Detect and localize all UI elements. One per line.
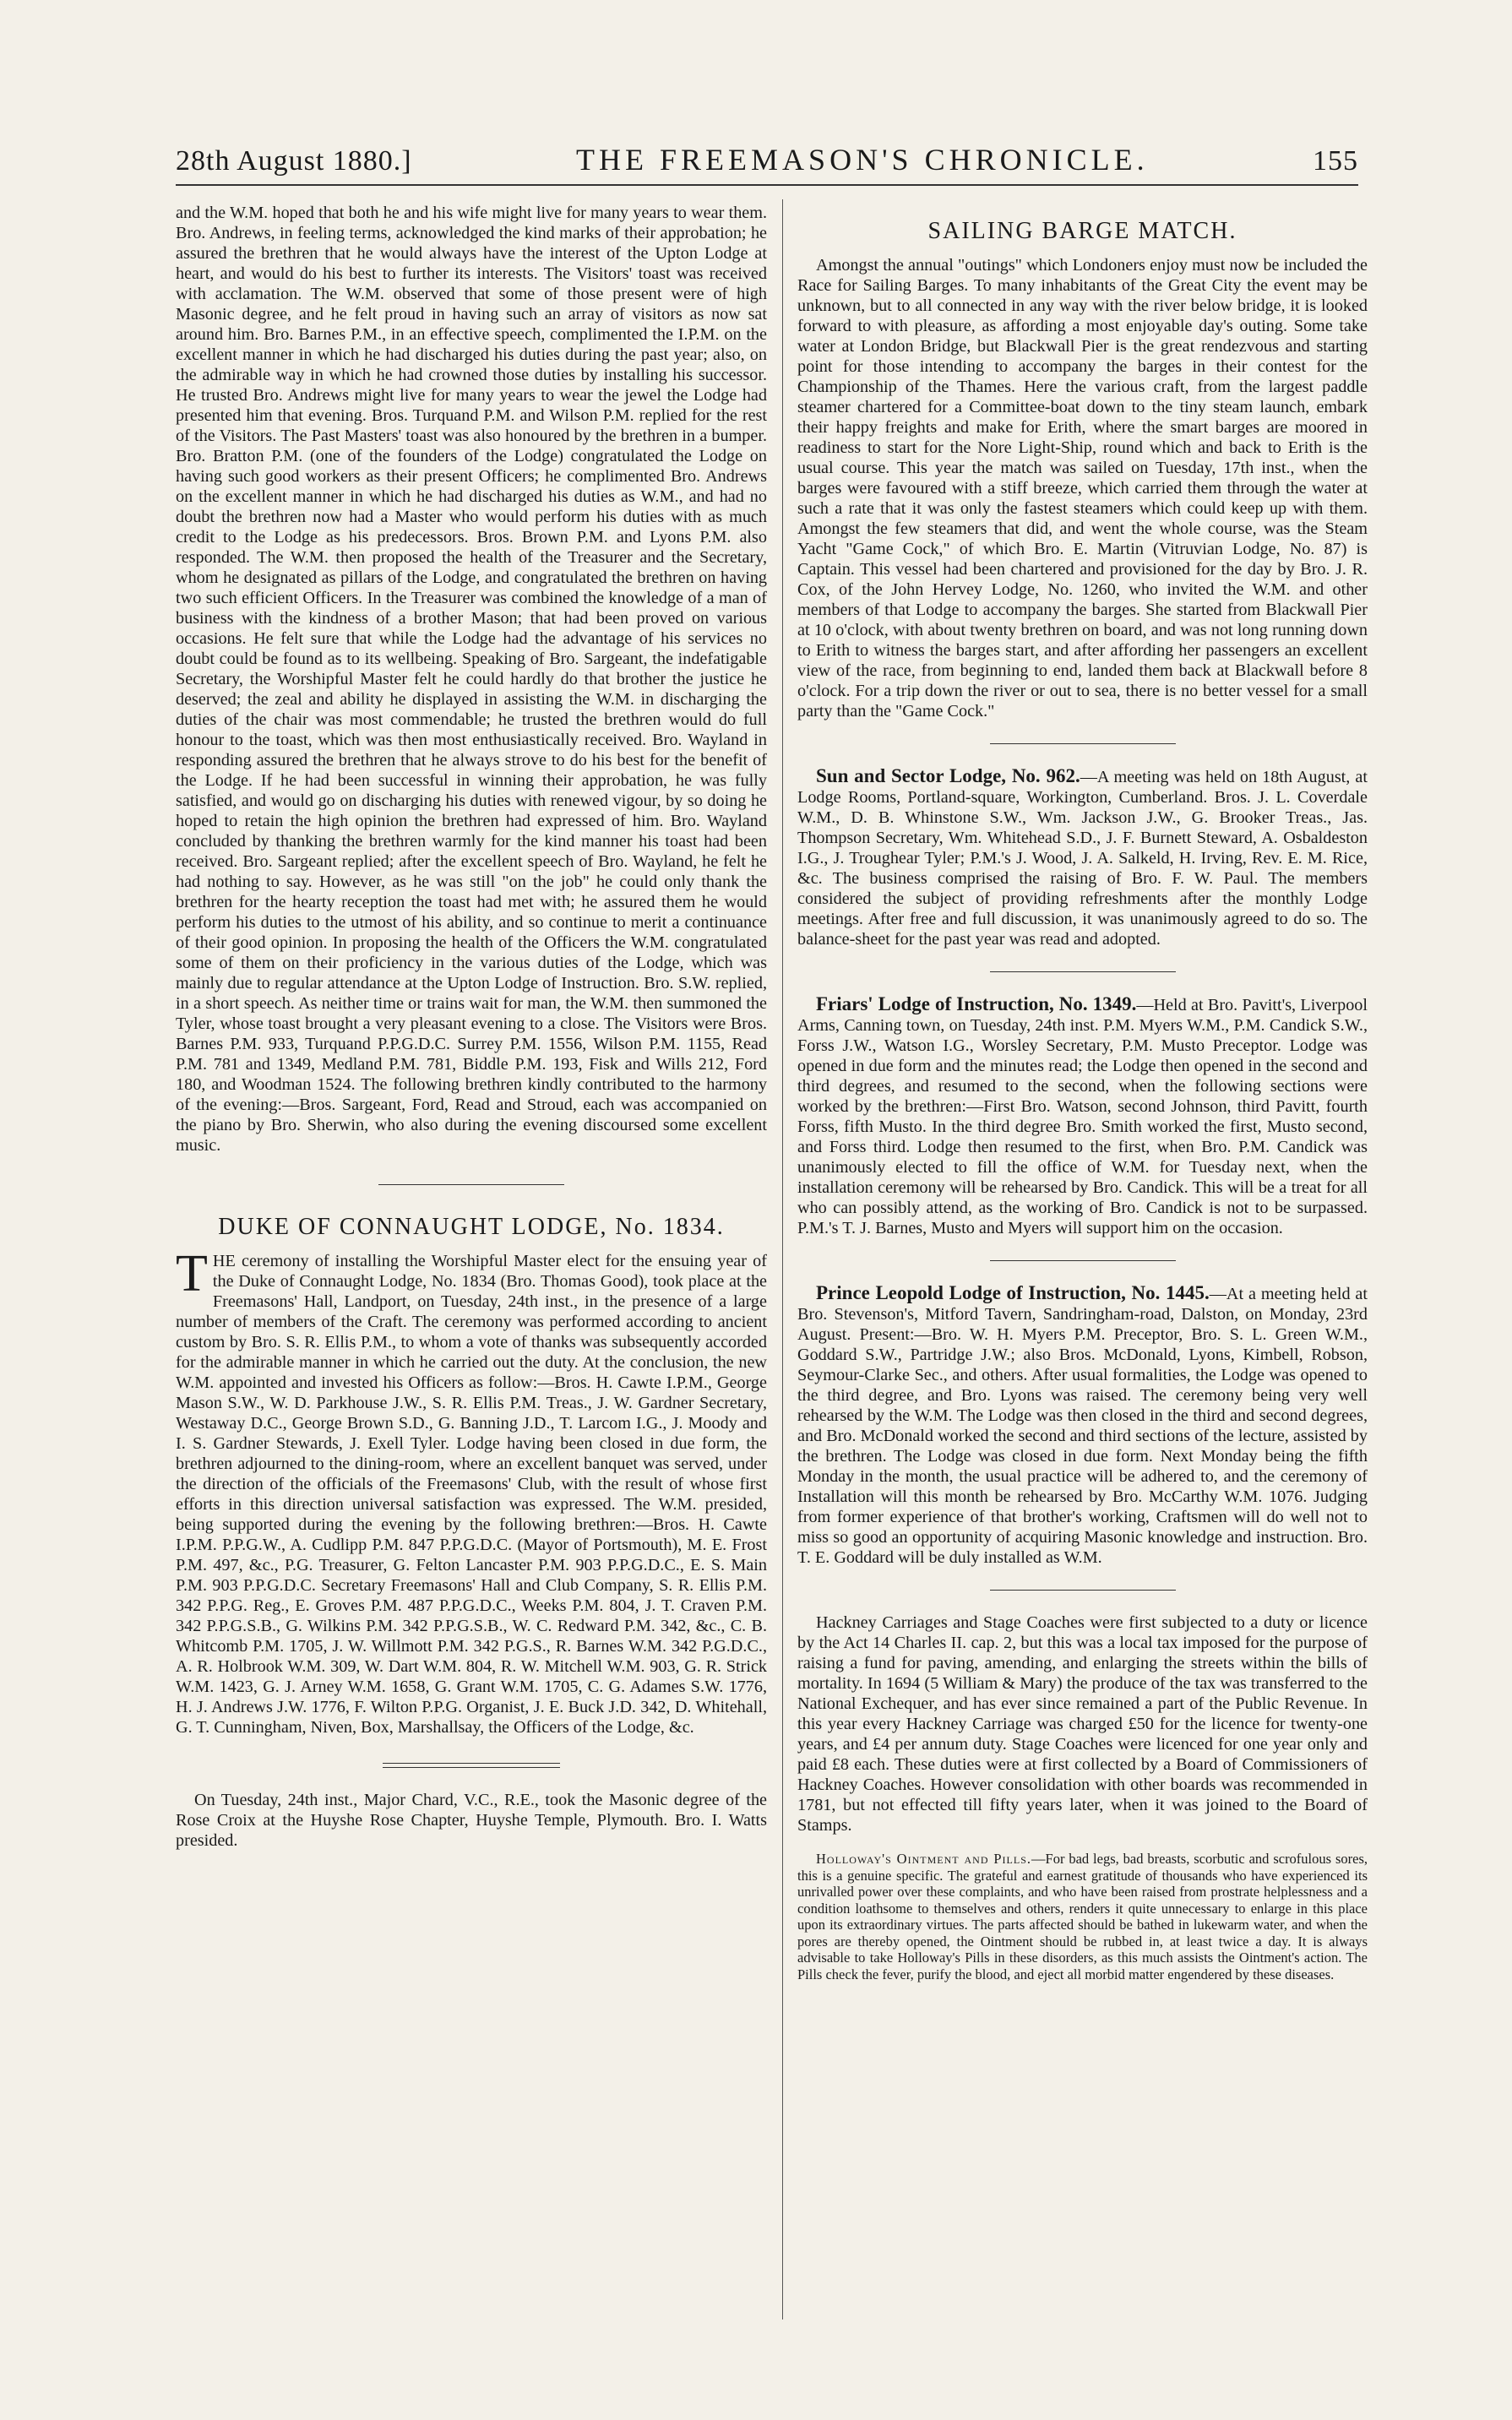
column-divider bbox=[782, 199, 783, 2319]
issue-date: 28th August 1880.] bbox=[176, 145, 412, 177]
page-header bbox=[176, 142, 1358, 184]
section-divider bbox=[990, 1260, 1176, 1261]
drop-cap: T bbox=[176, 1245, 208, 1302]
duke-of-connaught-text: HE ceremony of installing the Worshipful Master elect for the ensuing year of the Duke of Connaught Lodge, No. 1834 (Bro. Thomas Good), took place at the Freemasons' Hall, Landport, on Tuesday, 24th inst., in the presence of a large number of members of the Craft. The ceremony was performed according to ancient custom by Bro. S. R. Ellis P.M., to whom a vote of thanks was subsequently accorded for the admirable manner in which he carried out the duty. At the conclusion, the new W.M. appointed and invested his Officers as follow:—Bros. H. Cawte I.P.M., George Mason S.W., W. D. Parkhouse J.W., S. R. Ellis P.M. Treas., J. W. Gardner Secretary, Westaway D.C., George Brown S.D., G. Banning J.D., T. Larcom I.G., J. Moody and I. S. Gardner Stewards, J. Exell Tyler. Lodge having been closed in due form, the brethren adjourned to the dining-room, where an excellent banquet was served, under the direction of the officials of the Freemasons' Club, with the result of whose first efforts in this direction universal satisfaction was expressed. The W.M. presided, being supported during the evening by the following brethren:—Bros. H. Cawte I.P.M. P.P.G.W., A. Cudlipp P.M. 847 P.P.G.D.C. (Mayor of Portsmouth), M. E. Frost P.M. 497, &c., P.G. Treasurer, G. Felton Lancaster P.M. 903 P.P.G.D.C., E. S. Main P.M. 903 P.P.G.D.C. Secretary Freemasons' Hall and Club Company, S. R. Ellis P.M. 342 P.P.G. Reg., E. Groves P.M. 487 P.P.G.D.C., Weeks P.M. 804, J. T. Craven P.M. 342 P.P.G.S.B., G. Wilkins P.M. 342 P.P.G.S.B., W. C. Redward P.M. 342, &c., C. B. Whitcomb P.M. 1705, J. W. Willmott P.M. 342 P.G.S., R. Barnes W.M. 342 P.G.D.C., A. R. Holbrook W.M. 309, W. Dart W.M. 804, R. W. Mitchell W.M. 903, G. R. Strick W.M. 1423, G. J. Arney W.M. 1658, G. Grant W.M. 1705, C. G. Adames S.W. 1776, H. J. Andrews J.W. 1776, F. Wilton P.P.G. Organist, J. E. Buck J.D. 342, D. Whitehall, G. T. Cunningham, Niven, Box, Marshallsay, the Officers of the Lodge, &c. bbox=[176, 1252, 767, 1737]
prince-leopold-lead: Prince Leopold Lodge of Instruction, No. 1445. bbox=[816, 1282, 1210, 1303]
friars-lodge-text: —Held at Bro. Pavitt's, Liverpool Arms, Canning town, on Tuesday, 24th inst. P.M. Myers W.M., P.M. Candick S.W., Forss J.W., Watson I.G., Worsley Secretary, P.M. Musto Preceptor. Lodge was opened in due form and the minutes read; the Lodge then opened in the second and third degrees, and resumed to the second, when the following sections were worked by the brethren:—First Bro. Watson, second Johnson, third Pavitt, fourth Forss, fifth Musto. In the third degree Bro. Smith worked the first, Musto second, and Forss third. Lodge then resumed to the first, when Bro. P.M. Candick was unanimously elected to fill the office of W.M. for Tuesday next, when the installation ceremony will be rehearsed by Bro. Candick. This will be a treat for all who can possibly attend, as the working of Bro. Candick is not to be surpassed. P.M.'s T. J. Barnes, Musto and Myers will support him on the occasion. bbox=[797, 996, 1368, 1237]
holloway-advert bbox=[797, 1851, 1368, 1982]
sun-and-sector-text: —A meeting was held on 18th August, at Lodge Rooms, Portland-square, Workington, Cumberland. Bros. J. L. Coverdale W.M., D. B. Whinstone S.W., Wm. Jackson J.W., G. Brooker Treas., Jas. Thompson Secretary, Wm. Whitehead S.D., J. F. Burnett Steward, A. Osbaldeston I.G., J. Troughear Tyler; P.M.'s J. Wood, J. A. Salkeld, H. Irving, Rev. E. M. Rice, &c. The business comprised the raising of Bro. F. W. Paul. The members considered the subject of providing refreshments after the monthly Lodge meetings. After free and full discussion, it was unanimously agreed to do so. The balance-sheet for the past year was read and adopted. bbox=[797, 768, 1368, 949]
holloway-lead: Holloway's Ointment and Pills. bbox=[816, 1851, 1032, 1867]
friars-lodge-lead: Friars' Lodge of Instruction, No. 1349. bbox=[816, 993, 1137, 1014]
sun-and-sector-article bbox=[797, 766, 1368, 949]
hackney-carriages-paragraph: Hackney Carriages and Stage Coaches were first subjected to a duty or licence by the Act 14 Charles II. cap. 2, but this was a local tax imposed for the purpose of raising a fund for paving, amending, and enlarging the streets within the bills of mortality. In 1694 (5 William & Mary) the produce of the tax was transferred to the National Exchequer, and has ever since remained a part of the Public Revenue. In this year every Hackney Carriage was charged £50 for the licence for twenty-one years, and £4 per annum duty. Stage Coaches were licenced for one year only and paid £8 each. These duties were at first collected by a Board of Commissioners of Hackney Coaches. However consolidation with other boards was recommended in 1781, but not effected till fifty years later, when it was joined to the Board of Stamps. bbox=[797, 1613, 1368, 1835]
right-column bbox=[797, 203, 1368, 1982]
section-divider bbox=[383, 1763, 560, 1768]
section-divider bbox=[378, 1184, 564, 1185]
holloway-advert-text bbox=[797, 1851, 1368, 1982]
section-divider bbox=[990, 1590, 1176, 1591]
prince-leopold-text: —At a meeting held at Bro. Stevenson's, Mitford Tavern, Sandringham-road, Dalston, on Monday, 23rd August. Present:—Bro. W. H. Myers P.M. Preceptor, Bro. S. L. Green W.M., Goddard S.W., Partridge J.W.; also Bros. McDonald, Lyons, Kimbell, Robson, Seymour-Clarke Sec., and others. After usual formalities, the Lodge was opened to the third degree, and Bro. Lyons was raised. The ceremony being very well rehearsed by the W.M. The Lodge was then closed in the third and second degrees, and Bro. McDonald worked the second and third sections of the lecture, assisted by the brethren. The Lodge was closed in due form. Next Monday being the fifth Monday in the month, the usual practice will be adhered to, and the ceremony of Installation will this month be rehearsed by Bro. McCarthy W.M. 1076. Judging from former experience of that brother's working, Craftsmen will do well not to miss so good an opportunity of acquiring Masonic knowledge and instruction. Bro. T. E. Goddard will be duly installed as W.M. bbox=[797, 1285, 1368, 1567]
major-chard-paragraph: On Tuesday, 24th inst., Major Chard, V.C., R.E., took the Masonic degree of the Rose Croix at the Huyshe Rose Chapter, Huyshe Temple, Plymouth. Bro. I. Watts presided. bbox=[176, 1791, 767, 1850]
section-divider bbox=[990, 743, 1176, 744]
left-column bbox=[176, 203, 767, 1851]
prince-leopold-article bbox=[797, 1283, 1368, 1568]
sailing-barge-article: Amongst the annual "outings" which Londoners enjoy must now be included the Race for Sailing Barges. To many inhabitants of the Great City the event may be unknown, but to all connected in any way with the river below bridge, it is looked forward to with pleasure, as affording a most enjoyable day's outing. Some take water at London Bridge, but Blackwall Pier is the great rendezvous and starting point for those intending to accompany the barges in their contest for the Championship of the Thames. Here the various craft, from the largest paddle steamer chartered for a Committee-boat down to the tiny steam launch, embark their happy freights and make for Erith, where the smart barges are moored in readiness to start for the Nore Light-Ship, round which and back to Erith is the usual course. This year the match was sailed on Tuesday, 17th inst., when the barges were favoured with a stiff breeze, which carried them through the water at such a rate that it was only the fastest steamers which could keep up with them. Amongst the few steamers that did, and went the whole course, was the Steam Yacht "Game Cock," of which Bro. E. Martin (Vitruvian Lodge, No. 87) is Captain. This vessel had been chartered and provisioned for the day by Bro. J. R. Cox, of the John Hervey Lodge, No. 1260, who invited the W.M. and other members of that Lodge to accompany the barges. She started from Blackwall Pier at 10 o'clock, with about twenty brethren on board, and was not long running down to Erith to witness the barges start, and after affording her passengers an excellent view of the race, from beginning to end, landed them back at Blackwall before 8 o'clock. For a trip down the river or out to sea, there is no better vessel for a small party than the "Game Cock." bbox=[797, 256, 1368, 721]
sailing-barge-heading: SAILING BARGE MATCH. bbox=[927, 218, 1237, 244]
friars-lodge-article bbox=[797, 994, 1368, 1238]
section-divider bbox=[990, 971, 1176, 972]
header-rule bbox=[176, 184, 1358, 186]
duke-of-connaught-heading: DUKE OF CONNAUGHT LODGE, No. 1834. bbox=[218, 1214, 725, 1240]
upton-lodge-continuation: and the W.M. hoped that both he and his wife might live for many years to wear them. Bro. Andrews, in feeling terms, acknowledged the kind marks of their approbation; he assured the brethren that he would always have the interest of the Upton Lodge at heart, and would do his best to further its interests. The Visitors' toast was received with acclamation. The W.M. observed that some of those present were of high Masonic degree, and he felt proud in having such an array of visitors as now sat around him. Bro. Barnes P.M., in an effective speech, complimented the I.P.M. on the excellent manner in which he had discharged his duties during the past year; also, on the admirable way in which he had crowned those duties by installing his successor. He trusted Bro. Andrews might live for many years to wear the jewel the Lodge had presented him that evening. Bros. Turquand P.M. and Wilson P.M. replied for the rest of the Visitors. The Past Masters' toast was also honoured by the brethren in a bumper. Bro. Bratton P.M. (one of the founders of the Lodge) congratulated the Lodge on having such good workers as their present Officers; he complimented Bro. Andrews on the excellent manner in which he had discharged his duties as W.M., and had no doubt the brethren now had a Master who would perform his duties with as much credit to the Lodge as his predecessors. Bros. Brown P.M. and Lyons P.M. also responded. The W.M. then proposed the health of the Treasurer and the Secretary, whom he designated as pillars of the Lodge, and congratulated the brethren on having two such efficient Officers. In the Treasurer was combined the knowledge of a man of business with the kindness of a brother Mason; that had been proved on various occasions. He felt sure that while the Lodge had the advantage of his services no doubt could be found as to its wellbeing. Speaking of Bro. Sargeant, the indefatigable Secretary, the Worshipful Master felt he could hardly do that brother the justice he deserved; the zeal and ability he displayed in assisting the W.M. in discharging the duties of the chair was most commendable; he trusted the brethren would do full honour to the toast, which was then most enthusiastically received. Bro. Wayland in responding assured the brethren that he always strove to do his best for the benefit of the Lodge. If he had been successful in winning their approbation, he was fully satisfied, and would go on discharging his duties with renewed vigour, by so doing he hoped to retain the high opinion the brethren had expressed of him. Bro. Wayland concluded by thanking the brethren warmly for the kind manner his toast had been received. Bro. Sargeant replied; after the excellent speech of Bro. Wayland, he felt he had nothing to say. However, as he was still "on the job" he could only thank the brethren for the hearty reception the toast had met with; he assured them he would perform his duties to the utmost of his ability, and so continue to merit a continuance of their good opinion. In proposing the health of the Officers the W.M. congratulated some of them on their proficiency in the various duties of the Lodge, which was mainly due to regular attendance at the Upton Lodge of Instruction. Bro. S.W. replied, in a short speech. As neither time or trains wait for man, the W.M. then summoned the Tyler, whose toast brought a very pleasant evening to a close. The Visitors were Bros. Barnes P.M. 933, Turquand P.P.G.D.C. Surrey P.M. 1556, Wilson P.M. 1155, Read P.M. 781 and 1349, Medland P.M. 781, Biddle P.M. 193, Fisk and Wills 212, Ford 180, and Woodman 1524. The following brethren kindly contributed to the harmony of the evening:—Bros. Sargeant, Ford, Read and Stroud, each was accompanied on the piano by Bro. Sherwin, who also during the evening discoursed some excellent music. bbox=[176, 204, 767, 1155]
holloway-body: —For bad legs, bad breasts, scorbutic and scrofulous sores, this is a genuine specific. The grateful and earnest gratitude of thousands who have experienced its unrivalled power over these complaints, and who have been raised from prostrate helplessness and a condition loathsome to themselves and others, renders it quite unnecessary to enlarge in this place upon its extraordinary virtues. The parts affected should be bathed in lukewarm water, and when the pores are thereby opened, the Ointment should be rubbed in, at least twice a day. It is always advisable to take Holloway's Pills in these disorders, as this much assists the Ointment's action. The Pills check the fever, purify the blood, and eject all morbid matter engendered by these diseases. bbox=[797, 1851, 1368, 1982]
masthead-title: THE FREEMASON'S CHRONICLE. bbox=[576, 143, 1149, 177]
page-number: 155 bbox=[1313, 145, 1358, 177]
sun-and-sector-lead: Sun and Sector Lodge, No. 962. bbox=[816, 765, 1080, 786]
duke-of-connaught-article bbox=[176, 1245, 767, 1738]
